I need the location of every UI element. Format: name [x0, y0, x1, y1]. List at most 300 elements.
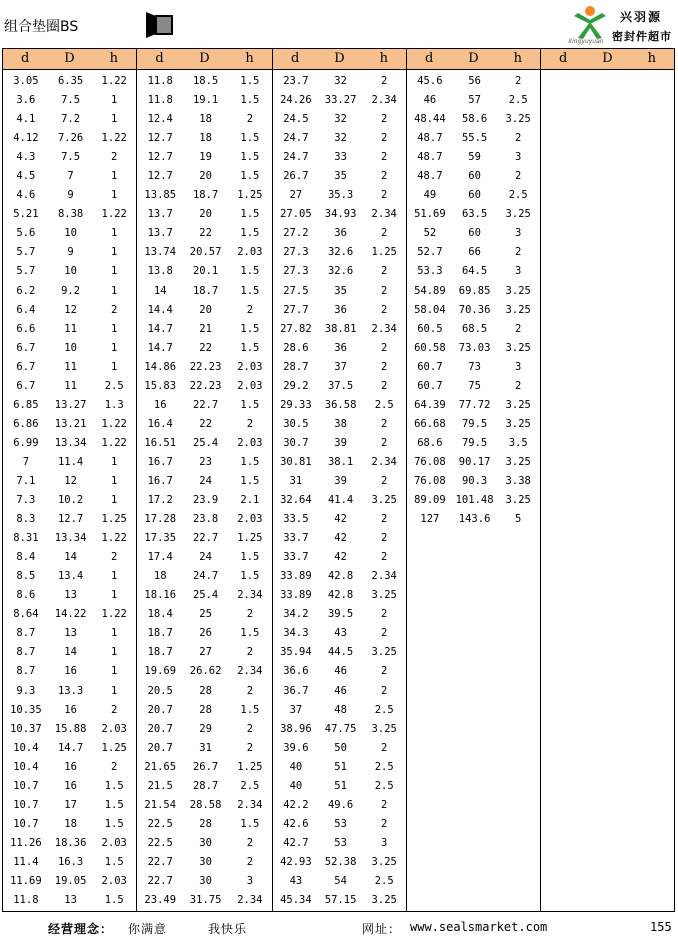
table-cell: 3 — [515, 151, 522, 164]
table-cell: 13.3 — [57, 684, 84, 697]
table-cell: 3.25 — [371, 589, 397, 602]
table-cell: 2 — [246, 722, 254, 735]
table-cell: 52.38 — [324, 855, 357, 868]
table-cell: 20 — [199, 208, 212, 221]
table-cell: 32.64 — [280, 494, 312, 507]
table-cell: 38.81 — [324, 322, 357, 335]
table-cell: 7 — [67, 170, 74, 183]
table-cell: 26 — [199, 627, 212, 640]
table-cell: 1 — [111, 265, 118, 278]
table-row — [273, 815, 406, 834]
table-cell: 18.7 — [192, 189, 219, 202]
table-row — [3, 758, 136, 777]
table-row — [3, 91, 136, 110]
table-row — [3, 167, 136, 186]
table-cell: 2.34 — [371, 208, 397, 221]
table-cell: 1.25 — [237, 189, 263, 202]
table-cell: 50 — [334, 741, 347, 754]
table-cell: 32.6 — [327, 265, 354, 278]
table-cell: 18.16 — [144, 589, 177, 602]
table-row — [3, 624, 136, 643]
table-cell: 32.6 — [327, 246, 354, 259]
table-cell: 20.57 — [189, 246, 222, 259]
page-footer — [0, 914, 678, 942]
table-row — [273, 434, 406, 453]
table-cell: 21.5 — [147, 779, 173, 792]
table-cell: 3 — [246, 874, 254, 887]
table-cell: 3.25 — [505, 208, 531, 221]
header-cell: h — [647, 51, 656, 66]
table-cell: 10.7 — [13, 798, 39, 811]
table-cell: 23.7 — [283, 75, 309, 87]
table-cell: 2 — [381, 665, 388, 678]
table-row — [137, 491, 272, 510]
table-cell: 5 — [515, 513, 522, 526]
website-url[interactable]: www.sealsmarket.com — [410, 920, 548, 934]
table-cell: 1.5 — [240, 455, 260, 468]
table-row — [3, 777, 136, 796]
table-cell: 2 — [515, 170, 522, 183]
table-cell: 2 — [381, 303, 388, 316]
table-cell: 2 — [381, 817, 388, 830]
table-cell: 9.3 — [16, 684, 36, 697]
table-row — [137, 205, 272, 224]
table-cell: 46 — [334, 665, 347, 678]
table-row — [137, 891, 272, 910]
header-cell: h — [245, 51, 254, 66]
table-cell: 42.7 — [283, 836, 309, 849]
table-row — [273, 224, 406, 243]
table-cell: 24.7 — [283, 151, 309, 164]
table-row — [273, 472, 406, 491]
table-row — [137, 472, 272, 491]
table-cell: 33.7 — [283, 532, 309, 545]
table-cell: 13.74 — [144, 246, 177, 259]
table-cell: 27.3 — [283, 246, 309, 259]
table-cell: 2 — [246, 417, 254, 430]
table-cell: 1.5 — [240, 703, 260, 716]
table-cell: 14.86 — [144, 360, 177, 373]
table-row — [3, 701, 136, 720]
table-cell: 30.7 — [283, 436, 309, 449]
table-row — [3, 396, 136, 415]
table-row — [273, 701, 406, 720]
table-cell: 2 — [381, 151, 388, 164]
table-row — [137, 282, 272, 301]
table-cell: 2 — [246, 303, 254, 316]
table-cell: 2 — [381, 170, 388, 183]
table-cell: 59 — [468, 151, 481, 164]
table-cell: 73 — [468, 360, 481, 373]
table-cell: 25.4 — [192, 436, 219, 449]
page-title: 组合垫圈BS — [4, 19, 79, 35]
table-cell: 2 — [381, 684, 388, 697]
table-cell: 56 — [468, 75, 481, 87]
table-cell: 28.7 — [283, 360, 309, 373]
table-cell: 2.03 — [237, 379, 263, 392]
table-row — [3, 567, 136, 586]
table-cell: 4.6 — [16, 189, 36, 202]
table-cell: 24.7 — [192, 570, 219, 583]
table-row — [3, 853, 136, 872]
table-cell: 2 — [381, 741, 388, 754]
table-row — [407, 434, 540, 453]
table-cell: 20.7 — [147, 722, 173, 735]
table-cell: 22.7 — [192, 532, 219, 545]
table-cell: 10.35 — [10, 703, 42, 716]
table-cell: 54.89 — [414, 284, 446, 297]
table-cell: 22.23 — [189, 379, 222, 392]
table-row — [407, 129, 540, 148]
table-cell: 3.25 — [505, 455, 531, 468]
table-cell: 3 — [515, 265, 522, 278]
table-cell: 2.03 — [101, 836, 127, 849]
table-cell: 2 — [246, 646, 254, 659]
logo-figure-icon — [570, 4, 610, 40]
table-row — [273, 72, 406, 91]
table-row — [3, 186, 136, 205]
table-cell: 38.96 — [280, 722, 312, 735]
table-cell: 1.22 — [101, 208, 127, 221]
table-cell: 2 — [381, 132, 388, 145]
table-cell: 18 — [153, 570, 167, 583]
table-cell: 24 — [199, 551, 212, 564]
table-row — [273, 548, 406, 567]
table-row — [137, 796, 272, 815]
column-header — [407, 49, 540, 70]
table-cell: 20.1 — [192, 265, 219, 278]
table-cell: 4.5 — [16, 170, 36, 183]
table-row — [3, 224, 136, 243]
table-cell: 22.5 — [147, 836, 173, 849]
table-cell: 1 — [111, 113, 118, 126]
table-cell: 2 — [246, 741, 254, 754]
table-cell: 1 — [111, 94, 118, 107]
table-row — [273, 301, 406, 320]
table-cell: 8.7 — [16, 665, 36, 678]
table-cell: 1.3 — [104, 398, 124, 411]
table-cell: 3.25 — [505, 341, 531, 354]
table-row — [137, 510, 272, 529]
header-cell: d — [21, 51, 30, 66]
table-cell: 6.4 — [16, 303, 36, 316]
table-cell: 70.36 — [458, 303, 491, 316]
table-cell: 2.34 — [371, 322, 397, 335]
table-row — [3, 434, 136, 453]
table-cell: 34.2 — [283, 608, 309, 621]
table-cell: 42.8 — [327, 570, 354, 583]
table-cell: 13.4 — [57, 570, 84, 583]
table-cell: 30.81 — [280, 455, 312, 468]
table-cell: 1.5 — [240, 398, 260, 411]
table-cell: 24.5 — [283, 113, 309, 126]
table-row — [3, 491, 136, 510]
table-row — [273, 758, 406, 777]
table-cell: 60 — [468, 170, 481, 183]
table-cell: 22 — [199, 227, 212, 240]
table-cell: 5.21 — [13, 208, 39, 221]
table-cell: 2.34 — [371, 570, 397, 583]
table-cell: 31 — [289, 474, 303, 487]
table-row — [273, 320, 406, 339]
table-cell: 38 — [334, 417, 347, 430]
table-row — [137, 529, 272, 548]
table-row — [137, 301, 272, 320]
table-cell: 33 — [334, 151, 347, 164]
table-row — [137, 777, 272, 796]
table-cell: 7 — [22, 455, 30, 468]
table-cell: 1.5 — [240, 151, 260, 164]
table-cell: 35 — [334, 284, 347, 297]
table-cell: 2 — [381, 360, 388, 373]
table-column-2 — [137, 49, 273, 911]
table-cell: 2 — [381, 75, 388, 87]
table-cell: 1.5 — [240, 341, 260, 354]
table-row — [273, 339, 406, 358]
table-row — [407, 453, 540, 472]
table-cell: 11.8 — [147, 75, 173, 87]
table-cell: 64.5 — [461, 265, 488, 278]
table-cell: 3.38 — [505, 474, 531, 487]
table-cell: 6.7 — [16, 341, 36, 354]
table-cell: 3.25 — [371, 646, 397, 659]
table-cell: 4.3 — [16, 151, 36, 164]
table-cell: 101.48 — [455, 494, 494, 507]
table-row — [407, 224, 540, 243]
table-cell: 40 — [289, 760, 303, 773]
table-row — [137, 91, 272, 110]
table-row — [3, 453, 136, 472]
table-cell: 21.54 — [144, 798, 177, 811]
table-row — [137, 624, 272, 643]
table-cell: 14.22 — [54, 608, 87, 621]
table-row — [273, 358, 406, 377]
table-cell: 60 — [468, 189, 481, 202]
table-cell: 9 — [67, 246, 74, 259]
table-row — [137, 243, 272, 262]
table-cell: 1.22 — [101, 75, 127, 87]
table-cell: 40 — [289, 779, 303, 792]
table-row — [273, 605, 406, 624]
table-cell: 1.5 — [240, 284, 260, 297]
table-cell: 10.2 — [57, 494, 84, 507]
table-cell: 3 — [515, 360, 522, 373]
table-row — [273, 282, 406, 301]
table-cell: 8.6 — [16, 589, 36, 602]
table-cell: 16.51 — [144, 436, 177, 449]
table-row — [3, 205, 136, 224]
header-cell: d — [425, 51, 434, 66]
table-row — [3, 415, 136, 434]
table-row — [407, 301, 540, 320]
table-cell: 8.5 — [16, 570, 36, 583]
table-cell: 11.26 — [10, 836, 42, 849]
table-cell: 57.15 — [324, 894, 357, 907]
table-row — [273, 205, 406, 224]
table-cell: 1 — [111, 627, 118, 640]
table-cell: 3.25 — [505, 494, 531, 507]
table-row — [273, 415, 406, 434]
table-row — [3, 739, 136, 758]
table-cell: 44.5 — [327, 646, 354, 659]
website-label: 网址： — [362, 922, 402, 936]
table-row — [3, 358, 136, 377]
table-row — [407, 205, 540, 224]
table-cell: 53.3 — [417, 265, 443, 278]
table-cell: 32 — [334, 113, 347, 126]
table-cell: 3.6 — [16, 94, 36, 107]
table-cell: 49.6 — [327, 798, 354, 811]
table-cell: 11 — [64, 360, 77, 373]
table-cell: 42 — [334, 551, 347, 564]
table-cell: 28 — [199, 703, 212, 716]
table-cell: 16.7 — [147, 455, 173, 468]
table-cell: 27.7 — [283, 303, 309, 316]
table-row — [3, 891, 136, 910]
table-cell: 12 — [64, 474, 77, 487]
table-cell: 2 — [381, 113, 388, 126]
table-cell: 14 — [64, 551, 77, 564]
table-row — [407, 358, 540, 377]
table-cell: 8.4 — [16, 551, 36, 564]
table-cell: 2.03 — [237, 246, 263, 259]
table-cell: 2 — [381, 417, 388, 430]
table-cell: 2.03 — [237, 360, 263, 373]
table-cell: 2 — [111, 151, 118, 164]
header-cell: D — [64, 51, 75, 66]
table-cell: 2 — [381, 436, 388, 449]
table-cell: 36.6 — [283, 665, 309, 678]
table-cell: 22 — [199, 417, 212, 430]
table-row — [3, 586, 136, 605]
table-cell: 1.5 — [240, 551, 260, 564]
table-cell: 2 — [515, 75, 522, 87]
table-row — [3, 605, 136, 624]
table-row — [137, 339, 272, 358]
table-cell: 6.35 — [57, 75, 84, 87]
table-cell: 31 — [199, 741, 212, 754]
table-row — [407, 396, 540, 415]
table-cell: 14.4 — [147, 303, 173, 316]
table-cell: 4.1 — [16, 113, 36, 126]
table-cell: 12.7 — [147, 151, 173, 164]
washer-cross-section-icon — [146, 10, 174, 40]
table-cell: 33.7 — [283, 551, 309, 564]
table-cell: 19.1 — [192, 94, 219, 107]
table-row — [137, 167, 272, 186]
table-cell: 33.89 — [280, 570, 312, 583]
table-row — [3, 510, 136, 529]
table-cell: 1.5 — [240, 474, 260, 487]
table-row — [273, 891, 406, 910]
table-cell: 2 — [246, 836, 254, 849]
table-row — [137, 262, 272, 281]
table-cell: 32 — [334, 75, 347, 87]
table-row — [273, 777, 406, 796]
table-cell: 14 — [64, 646, 77, 659]
table-cell: 76.08 — [414, 474, 446, 487]
motto-text-2: 我快乐 — [208, 922, 248, 936]
table-cell: 16.3 — [57, 855, 84, 868]
table-cell: 60 — [468, 227, 481, 240]
table-cell: 1 — [111, 246, 118, 259]
table-cell: 2.34 — [237, 665, 263, 678]
table-cell: 11 — [64, 379, 77, 392]
table-cell: 45.6 — [417, 75, 443, 87]
table-cell: 2.34 — [371, 455, 397, 468]
header-cell: d — [155, 51, 164, 66]
table-cell: 10.4 — [13, 741, 39, 754]
table-cell: 27 — [289, 189, 303, 202]
table-cell: 12.4 — [147, 113, 173, 126]
table-cell: 1 — [111, 227, 118, 240]
table-cell: 27 — [199, 646, 212, 659]
table-cell: 18 — [199, 132, 212, 145]
table-cell: 28 — [199, 684, 212, 697]
table-row — [407, 415, 540, 434]
table-cell: 27.05 — [280, 208, 312, 221]
table-cell: 1.22 — [101, 417, 127, 430]
table-cell: 68.6 — [417, 436, 443, 449]
table-cell: 60.7 — [417, 379, 443, 392]
table-cell: 25.4 — [192, 589, 219, 602]
table-cell: 18.7 — [147, 646, 173, 659]
table-row — [273, 624, 406, 643]
table-cell: 127 — [420, 513, 440, 526]
table-row — [407, 510, 540, 529]
table-cell: 35 — [334, 170, 347, 183]
table-cell: 57 — [468, 94, 481, 107]
table-cell: 24.26 — [280, 94, 312, 107]
table-cell: 6.99 — [13, 436, 39, 449]
table-row — [137, 72, 272, 91]
table-cell: 1 — [111, 570, 118, 583]
table-cell: 2 — [515, 322, 522, 335]
table-cell: 14.7 — [147, 341, 173, 354]
table-cell: 23.8 — [192, 513, 219, 526]
table-cell: 17.4 — [147, 551, 173, 564]
table-row — [137, 358, 272, 377]
table-cell: 79.5 — [461, 417, 488, 430]
table-cell: 2 — [246, 684, 254, 697]
header-cell: D — [468, 51, 479, 66]
table-cell: 20 — [199, 170, 212, 183]
table-cell: 2.5 — [104, 379, 124, 392]
table-cell: 66.68 — [414, 417, 446, 430]
table-row — [137, 415, 272, 434]
table-cell: 11.4 — [13, 855, 39, 868]
table-cell: 8.38 — [57, 208, 84, 221]
table-cell: 2 — [111, 760, 118, 773]
table-cell: 77.72 — [458, 398, 491, 411]
table-row — [137, 567, 272, 586]
table-cell: 68.5 — [461, 322, 488, 335]
table-cell: 7.26 — [57, 132, 84, 145]
table-row — [273, 491, 406, 510]
table-cell: 28 — [199, 817, 212, 830]
table-cell: 4.12 — [13, 132, 39, 145]
table-cell: 1 — [111, 494, 118, 507]
table-row — [407, 282, 540, 301]
table-cell: 43 — [289, 874, 303, 887]
table-cell: 8.31 — [13, 532, 39, 545]
table-cell: 1 — [111, 665, 118, 678]
table-row — [3, 320, 136, 339]
table-row — [273, 586, 406, 605]
table-cell: 1.5 — [240, 227, 260, 240]
table-cell: 2.5 — [508, 94, 528, 107]
table-cell: 3.25 — [505, 398, 531, 411]
